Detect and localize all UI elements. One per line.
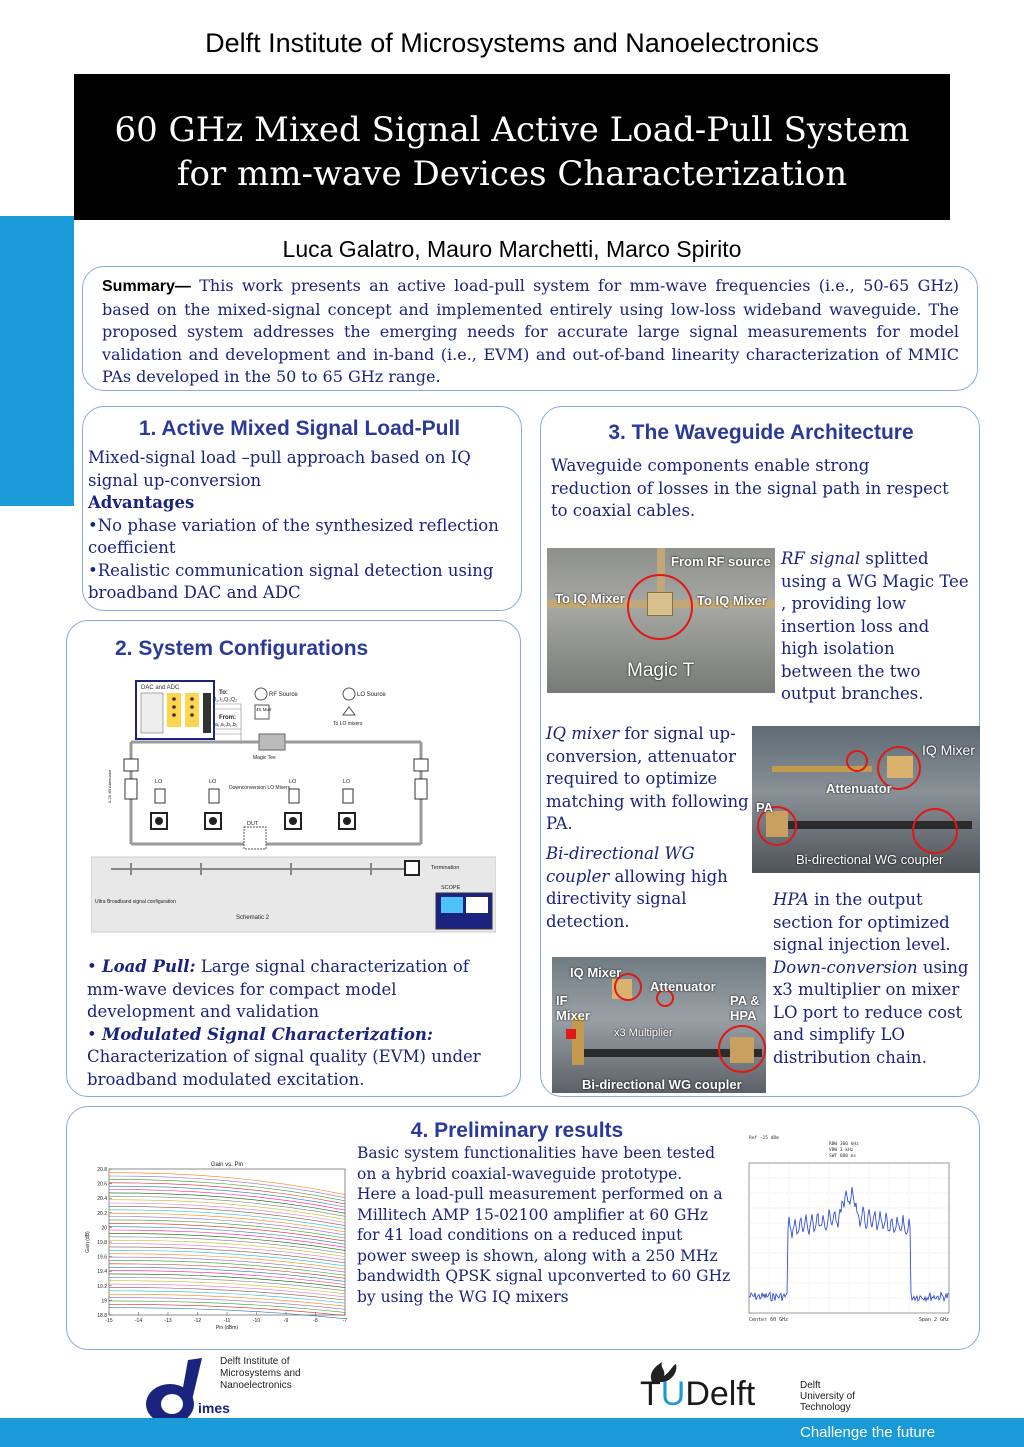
load-pull-label: Load Pull: xyxy=(101,957,196,976)
if-mixer-label: IF Mixer xyxy=(556,993,590,1023)
dut-label: DUT xyxy=(247,821,259,827)
tu-delft: Delft xyxy=(685,1375,756,1413)
section-1-title: 1. Active Mixed Signal Load-Pull xyxy=(138,417,461,440)
y-tick-label: 20 xyxy=(101,1225,107,1232)
y-tick-label: 20.6 xyxy=(97,1181,107,1188)
dimes-logo-text: imes xyxy=(198,1400,230,1416)
y-tick-label: 19 xyxy=(101,1298,107,1305)
termination-label: Termination xyxy=(431,865,460,871)
x-tick-label: -15 xyxy=(105,1318,113,1324)
iq-mixer-text: for signal up-conversion, attenuator required to optimize matching with following PA. xyxy=(546,724,749,833)
summary-dash: — xyxy=(174,278,191,295)
center-label: Center 60 GHz xyxy=(749,1317,789,1323)
section-3-intro: Waveguide components enable strong reduction of losses in the signal path in respect to coaxial cables. xyxy=(551,456,949,520)
iq-mixer-photo xyxy=(752,726,980,873)
x-tick-label: -13 xyxy=(164,1318,172,1324)
readout-text: Ref -15 dBm xyxy=(749,1136,779,1141)
modulated-text: Characterization of signal quality (EVM) under broadband modulated excitation. xyxy=(87,1047,481,1089)
system-schematic xyxy=(91,679,496,934)
attenuator-label: 0-20 dB Attenuator xyxy=(107,769,112,803)
bi-coupler-em: Bi-directional WG coupler xyxy=(546,844,695,886)
section-2-panel: 2. System Configurations DAC and ADC To: I₁,I₂,Q₁,Q₂ From: a₁,a₂,b₁,b₂ RF Source 4X Mult LO Source To LO mixers Magic Tee 0-20 dB Attenuator LO LO LO LO Downconversion LO Mixers DUT Termination SCOPE Ultra Broadband signal configuration Schematic 2 • Load Pull: Large signal characterization of mm-wave devices for compact model development and validation • Modulated Signal Characterization: Characterization of signal quality (EVM) under broadband modulated excitation. xyxy=(66,620,521,1097)
section-3-title: 3. The Waveguide Architecture xyxy=(608,421,914,444)
magic-tee-label: Magic Tee xyxy=(253,755,276,761)
downconv-em: Down-conversion xyxy=(773,957,918,977)
tu-t: T xyxy=(640,1375,661,1413)
iq-mixer-label: IQ Mixer xyxy=(922,742,975,758)
magic-tee-photo xyxy=(547,548,775,693)
x-tick-label: -12 xyxy=(193,1318,202,1324)
dimes-logo xyxy=(140,1356,320,1418)
mult-label: 4X Mult xyxy=(256,707,272,712)
title-line-1: 60 GHz Mixed Signal Active Load-Pull System xyxy=(114,110,910,150)
y-tick-label: 20.8 xyxy=(97,1167,107,1173)
readout-text: RBW 300 kHz xyxy=(829,1142,859,1147)
rf-source-label: RF Source xyxy=(269,692,298,698)
to-iq-left-label: To IQ Mixer xyxy=(555,591,625,606)
summary-label: Summary xyxy=(102,278,175,295)
spectrum-plot xyxy=(733,1131,955,1331)
title-line-2: for mm-wave Devices Characterization xyxy=(176,154,848,194)
load-pull-text: Large signal characterization of mm-wave devices for compact model development and validation xyxy=(87,957,469,1021)
gain-vs-pin-chart xyxy=(83,1157,353,1332)
y-tick-label: 19.4 xyxy=(97,1269,107,1276)
y-tick-label: 19.6 xyxy=(97,1254,107,1261)
x-tick-label: -9 xyxy=(283,1318,289,1324)
magic-t-label: Magic T xyxy=(627,660,695,681)
iq-mixer-em: IQ mixer xyxy=(546,724,620,743)
hpa-em: HPA xyxy=(773,890,809,909)
lo-label: LO xyxy=(209,779,217,785)
span-label: Span 2 GHz xyxy=(918,1317,949,1323)
y-tick-label: 19.8 xyxy=(97,1240,107,1246)
from-rf-label: From RF source xyxy=(671,554,771,569)
advantage-item: •No phase variation of the synthesized reflection coefficient xyxy=(88,515,499,557)
rf-signal-em: RF signal xyxy=(781,549,861,568)
x-axis-label: Pin (dBm) xyxy=(215,1325,239,1331)
ub-config-label: Ultra Broadband signal configuration xyxy=(95,899,176,905)
section-2-title: 2. System Configurations xyxy=(115,637,369,660)
section-1-intro: Mixed-signal load –pull approach based on IQ signal up-conversion xyxy=(88,448,471,490)
slogan: Challenge the future xyxy=(800,1424,936,1441)
lo-label: LO xyxy=(155,779,163,785)
lo-label: LO xyxy=(343,779,351,785)
summary-panel xyxy=(82,266,978,391)
lo-source-label: LO Source xyxy=(357,692,386,698)
advantages-label: Advantages xyxy=(88,493,195,512)
downconversion-photo xyxy=(552,957,766,1093)
rf-signal-text: splitted using a WG Magic Tee , providing low insertion loss and high isolation between the two output branches. xyxy=(781,549,969,703)
bi-coupler-text: allowing high directivity signal detection. xyxy=(546,866,728,931)
readout-text: VBW 3 kHz xyxy=(829,1148,854,1153)
tu-line-3: Technology xyxy=(800,1402,851,1413)
tu-line-2: University of xyxy=(800,1391,856,1402)
x-tick-label: -11 xyxy=(223,1318,231,1324)
dimes-line-1: Delft Institute of xyxy=(220,1356,290,1367)
tu-u: U xyxy=(660,1375,686,1413)
section-3-panel xyxy=(540,406,980,1097)
coupler-label: Bi-directional WG coupler xyxy=(796,852,944,867)
section-4-text: Basic system functionalities have been tested on a hybrid coaxial-waveguide prototype. Here a load-pull measurement performed on a Millitech AMP 15-02100 amplifier at 60 GHz for 41 load conditions on a reduced input power sweep is shown, along with a 250 MHz bandwidth QPSK signal upconverted to 60 GHz by using the WG IQ mixers xyxy=(357,1144,731,1306)
chart-title: Gain vs. Pin xyxy=(210,1162,244,1168)
to-signals: I₁,I₂,Q₁,Q₂ xyxy=(215,697,237,703)
y-tick-label: 20.4 xyxy=(97,1196,107,1203)
y-tick-label: 19.2 xyxy=(97,1283,107,1290)
hpa-text: in the output section for optimized signal injection level. xyxy=(773,890,951,954)
downconv-label: Downconversion LO Mixers xyxy=(229,785,291,791)
section-4-title: 4. Preliminary results xyxy=(410,1119,624,1142)
dac-adc-label: DAC and ADC xyxy=(141,685,180,691)
pa-label: PA xyxy=(756,800,774,815)
summary-text: This work presents an active load-pull system for mm-wave frequencies (i.e., 50-65 GHz) based on the mixed-signal concept and implemented entirely using low-loss wideband waveguide. The proposed system addresses the emerging needs for accurate large signal measurements for model validation and development and in-band (i.e., EVM) and out-of-band linearity characterization of MMIC PAs developed in the 50 to 65 GHz range. xyxy=(102,276,959,386)
x3-multiplier-label: x3 Multiplier xyxy=(614,1027,673,1039)
x-tick-label: -7 xyxy=(342,1318,348,1324)
advantage-item: •Realistic communication signal detection using broadband DAC and ADC xyxy=(88,560,494,602)
section-4-panel xyxy=(66,1106,980,1350)
coupler-label: Bi-directional WG coupler xyxy=(582,1077,742,1092)
authors: Luca Galatro, Mauro Marchetti, Marco Spirito xyxy=(282,236,742,262)
section-1-panel xyxy=(82,406,522,611)
tudelft-logo xyxy=(640,1358,880,1416)
schematic-2-label: Schematic 2 xyxy=(236,915,270,921)
x-tick-label: -14 xyxy=(134,1318,143,1324)
attenuator-label: Attenuator xyxy=(650,979,716,994)
lo-label: LO xyxy=(289,779,297,785)
poster-title xyxy=(74,74,950,220)
from-signals: a₁,a₂,b₁,b₂ xyxy=(215,722,238,728)
to-label: To: xyxy=(219,690,228,696)
x-tick-label: -8 xyxy=(313,1318,318,1324)
scope-label: SCOPE xyxy=(441,885,461,891)
downconv-text: using x3 multiplier on mixer LO port to reduce cost and simplify LO distribution chain. xyxy=(773,957,969,1067)
tu-line-1: Delft xyxy=(800,1380,821,1391)
attenuator-label: Attenuator xyxy=(826,781,892,796)
y-tick-label: 20.2 xyxy=(97,1210,107,1217)
readout-text: SWT 680 ms xyxy=(829,1154,857,1159)
x-tick-label: -10 xyxy=(252,1318,261,1324)
y-axis-label: Gain (dB) xyxy=(85,1231,91,1253)
pa-hpa-label: PA & HPA xyxy=(730,993,760,1023)
modulated-label: Modulated Signal Characterization: xyxy=(101,1024,433,1044)
iq-mixer-label: IQ Mixer xyxy=(570,965,622,980)
y-tick-label: 18.8 xyxy=(97,1313,107,1319)
from-label: From: xyxy=(219,715,236,721)
dimes-line-3: Nanoelectronics xyxy=(220,1380,292,1391)
institute-name: Delft Institute of Microsystems and Nanoelectronics xyxy=(205,28,819,58)
to-lo-label: To LO mixers xyxy=(333,721,363,727)
dimes-line-2: Microsystems and xyxy=(220,1368,301,1379)
to-iq-right-label: To IQ Mixer xyxy=(697,593,767,608)
